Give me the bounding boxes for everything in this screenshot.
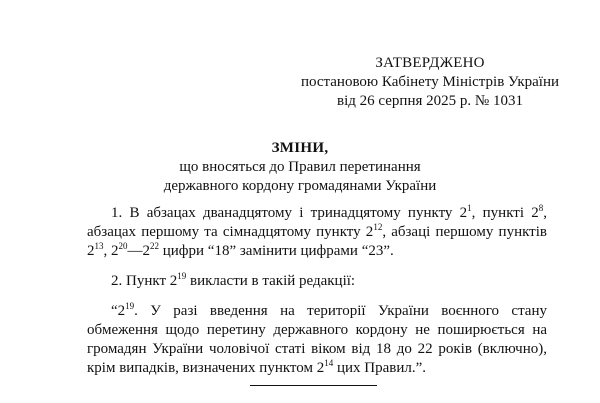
paragraph-2	[87, 272, 547, 291]
approval-authority: постановою Кабінету Міністрів України	[300, 74, 560, 90]
superscript: 1	[467, 203, 472, 213]
paragraph-3-text-a: “2	[111, 303, 126, 319]
paragraph-1-text-f: —2	[127, 243, 150, 259]
approval-stamp: ЗАТВЕРДЖЕНО	[375, 55, 485, 71]
paragraph-1	[87, 204, 547, 261]
paragraph-1-text-b: , пункті 2	[471, 205, 539, 221]
document-body	[87, 204, 547, 378]
paragraph-1-text-a: 1. В абзацах дванадцятому і тринадцятому пункту 2	[111, 205, 468, 221]
document-title	[0, 139, 600, 196]
superscript: 22	[150, 241, 159, 251]
approval-block	[290, 54, 570, 111]
paragraph-1-text-d: , абзаці першому пунктів 2	[87, 224, 547, 259]
end-rule	[250, 385, 377, 386]
superscript: 20	[118, 241, 128, 251]
title-heading: ЗМІНИ,	[271, 140, 329, 156]
paragraph-1-text-c: , абзацах першому та сімнадцятому пункту 2	[87, 205, 547, 240]
paragraph-3-text-c: цих Правил.”.	[333, 360, 427, 376]
paragraph-1-text-e: , 2	[103, 243, 119, 259]
approval-date: від 26 серпня 2025 р. № 1031	[337, 93, 523, 109]
superscript: 12	[373, 222, 383, 232]
paragraph-3-text-b: . У разі введення на території України воєнного стану обмеження щодо перетину державного кордону не поширюється на громадян України чоловічої статі віком від 18 до 22 років (включно), крім випадків, визначених пунктом 2	[87, 303, 547, 376]
superscript: 8	[538, 203, 544, 213]
paragraph-3-quoted-text	[87, 302, 547, 378]
title-line-2: державного кордону громадянами України	[163, 178, 437, 194]
paragraph-2-text-b: викласти в такій редакції:	[186, 273, 356, 289]
paragraph-1-text-g: цифри “18” замінити цифрами “23”.	[159, 243, 394, 259]
superscript: 13	[94, 241, 104, 251]
superscript: 19	[177, 271, 187, 281]
superscript: 19	[125, 301, 135, 311]
paragraph-2-text-a: 2. Пункт 2	[111, 273, 178, 289]
title-line-1: що вносяться до Правил перетинання	[179, 159, 421, 175]
superscript: 14	[324, 358, 334, 368]
